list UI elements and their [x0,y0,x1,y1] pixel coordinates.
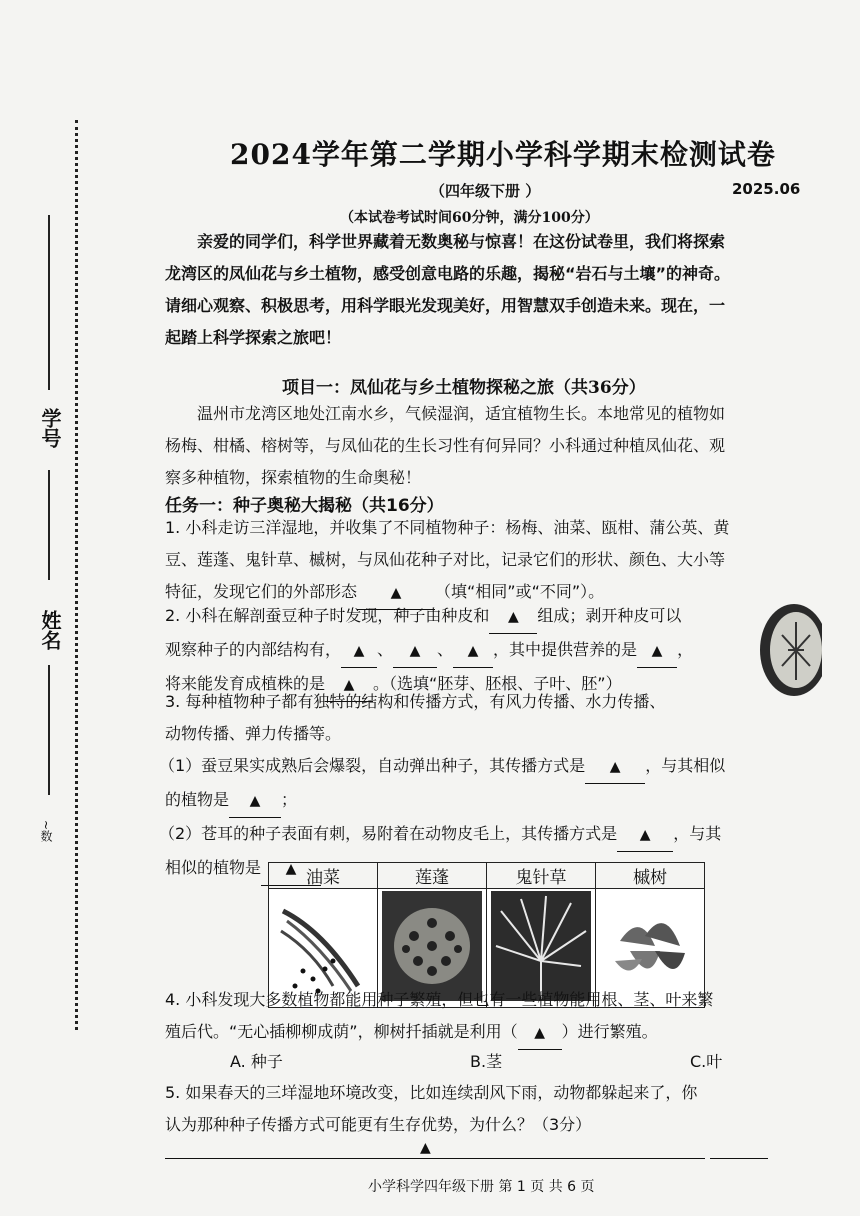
answer-blank[interactable] [229,784,281,818]
intro-line: 起踏上科学探索之旅吧！ [165,328,342,347]
q3-line [159,750,805,784]
q2-line [165,634,765,668]
blank-marker: ▲ [651,643,663,659]
option-c[interactable]: C.叶 [690,1052,723,1071]
q3-text: ，与其 [673,824,722,843]
q3-text: ； [281,790,298,809]
broad-bean-seed-illustration [752,600,822,700]
intro-line: 龙湾区的凤仙花与乡土植物，感受创意电路的乐趣，揭秘“岩石与土壤”的神奇。 [165,264,731,283]
q2-text: ，其中提供营养的是 [493,640,638,659]
section-title: 项目一：凤仙花与乡土植物探秘之旅（共36分） [282,378,646,398]
q4-text: 殖后代。“无心插柳柳成荫”，柳树扦插就是利用（ [165,1022,518,1041]
intro-line: 请细心观察、积极思考，用科学眼光发现美好，用智慧双手创造未来。现在，一 [165,296,726,315]
stray-mark: ~数 [39,820,53,843]
q1-line: 1. 小科走访三洋湿地，并收集了不同植物种子：杨梅、油菜、瓯柑、蒲公英、黄 [165,518,730,537]
q3-text: （1）蚕豆果实成熟后会爆裂，自动弹出种子，其传播方式是 [159,756,586,775]
grade-subtitle: （四年级下册 ） [430,182,541,200]
q2-text: 组成；剥开种皮可以 [537,606,682,625]
intro-paragraph [165,226,805,354]
answer-blank[interactable] [518,1016,562,1050]
section-line: 杨梅、柑橘、榕树等，与凤仙花的生长习性有何异同？小科通过种植凤仙花、观 [165,436,726,455]
q5-line: 认为那种种子传播方式可能更有生存优势，为什么？（3分） [165,1115,592,1134]
q3-line: 动物传播、弹力传播等。 [165,724,342,743]
q1-text: 特征，发现它们的外部形态 [165,582,358,601]
xingming-answer-line-lower [48,665,50,795]
q3-text: （2）苍耳的种子表面有刺，易附着在动物皮毛上，其传播方式是 [159,824,618,843]
blank-marker: ▲ [534,1025,545,1041]
blank-marker: ▲ [353,643,365,659]
q3-line [165,784,805,818]
q2-text: ， [677,640,694,659]
q3-text: 相似的植物是 [165,858,262,877]
answer-blank[interactable] [341,634,377,668]
q1-line: 豆、莲蓬、鬼针草、槭树，与凤仙花种子对比，记录它们的形状、颜色、大小等 [165,550,726,569]
table-header-cell: 油菜 [269,863,378,889]
xingming-answer-line-upper [48,470,50,580]
question-5 [165,1077,805,1141]
option-a[interactable]: A. 种子 [230,1052,283,1071]
answer-blank[interactable] [637,634,677,668]
blank-marker: ▲ [285,861,297,877]
exam-date: 2025.06 [732,180,801,198]
answer-blank[interactable] [489,600,537,634]
answer-blank[interactable] [453,634,493,668]
intro-line: 亲爱的同学们，科学世界藏着无数奥秘与惊喜！在这份试卷里，我们将探索 [197,232,726,251]
answer-blank[interactable] [585,750,645,784]
section-line: 察多种植物，探索植物的生命奥秘！ [165,468,422,487]
q3-text: 的植物是 [165,790,230,809]
xingming-label: 姓名 [38,610,62,650]
q2-line [165,600,765,634]
q4-text: ）进行繁殖。 [561,1022,658,1041]
question-3 [159,686,805,886]
blank-marker: ▲ [467,643,479,659]
question-4 [165,984,805,1050]
table-header-cell: 槭树 [596,863,705,889]
task-title: 任务一：种子奥秘大揭秘（共16分） [165,496,444,516]
blank-marker: ▲ [507,609,519,625]
q3-line [159,818,805,852]
q2-text: 。（选填“胚芽、胚根、子叶、胚”） [373,674,622,693]
q3-line: 3. 每种植物种子都有独特的结构和传播方式，有风力传播、水力传播、 [165,692,666,711]
blank-marker: ▲ [409,643,421,659]
question-1 [165,512,805,610]
section-description [165,398,805,494]
blank-marker: ▲ [343,677,355,693]
q1-text: （填“相同”或“不同”）。 [435,582,605,601]
q5-line: 5. 如果春天的三垟湿地环境改变，比如连续刮风下雨，动物都躲起来了，你 [165,1083,698,1102]
q2-text: 2. 小科在解剖蚕豆种子时发现，种子由种皮和 [165,606,490,625]
q3-text: ，与其相似 [645,756,726,775]
page-title: 2024学年第二学期小学科学期末检测试卷 [230,138,776,171]
answer-blank[interactable] [617,818,673,852]
q2-text: 、 [437,640,454,659]
blank-marker: ▲ [609,759,621,775]
xuehao-answer-line [48,215,50,390]
blank-marker: ▲ [639,827,651,843]
table-header-cell: 鬼针草 [487,863,596,889]
q2-text: 将来能发育成植株的是 [165,674,326,693]
section-line: 温州市龙湾区地处江南水乡，气候湿润，适宜植物生长。本地常见的植物如 [197,404,726,423]
q2-text: 、 [377,640,394,659]
q4-line: 4. 小科发现大多数植物都能用种子繁殖，但也有一些植物能用根、茎、叶来繁 [165,990,714,1009]
answer-line[interactable] [165,1158,705,1159]
q2-text: 观察种子的内部结构有， [165,640,342,659]
answer-blank[interactable] [393,634,437,668]
blank-marker: ▲ [249,793,261,809]
table-header-row [269,863,705,889]
answer-line-continuation[interactable] [710,1158,768,1159]
q4-line [165,1016,805,1050]
table-header-cell: 莲蓬 [378,863,487,889]
blank-marker: ▲ [420,1140,431,1156]
binding-dotted-line [75,120,78,1030]
xuehao-label: 学号 [38,408,62,448]
page-footer: 小学科学四年级下册 第 1 页 共 6 页 [368,1179,595,1195]
blank-marker: ▲ [390,585,402,601]
exam-note: （本试卷考试时间60分钟，满分100分） [340,210,599,226]
option-b[interactable]: B.茎 [470,1052,503,1071]
